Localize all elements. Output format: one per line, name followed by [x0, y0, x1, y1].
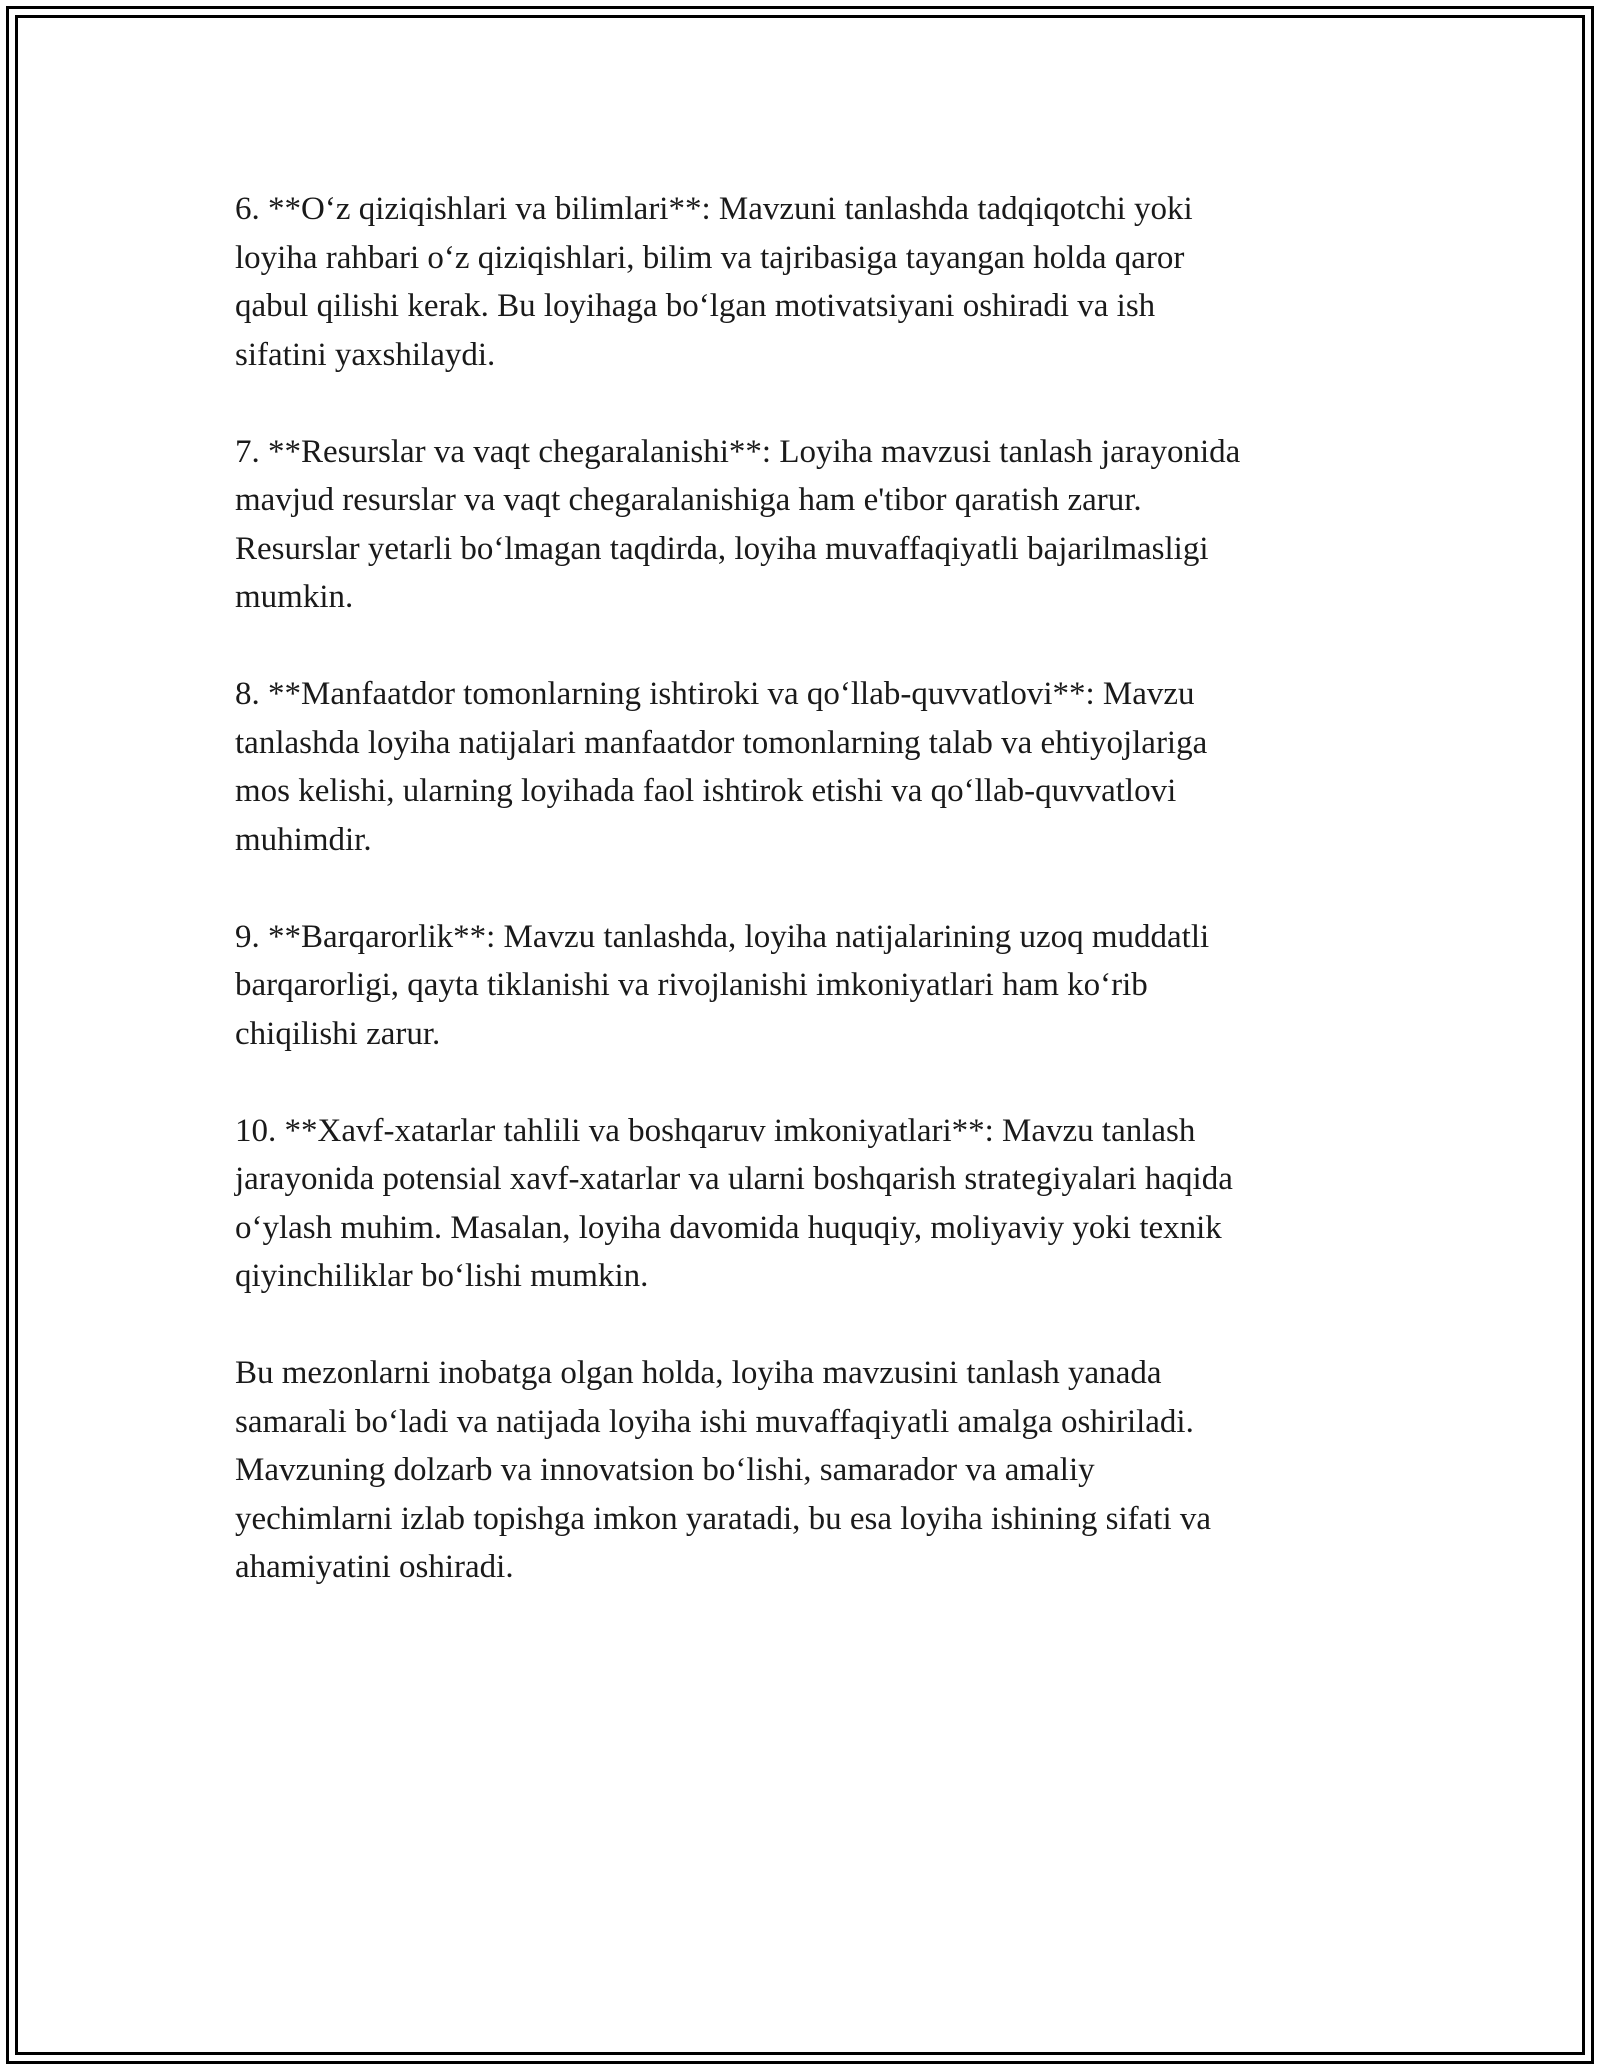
paragraph-item-7: 7. **Resurslar va vaqt chegaralanishi**: Loyiha mavzusi tanlash jarayonida mavjud resurslar va vaqt chegaralanishiga ham e'tibor qaratish zarur. Resurslar yetarli bo‘lmagan taqdirda, loyiha muvaffaqiyatli bajarilmasligi mumkin. — [235, 433, 1241, 615]
paragraph-item-6: 6. **O‘z qiziqishlari va bilimlari**: Mavzuni tanlashda tadqiqotchi yoki loyiha rahbari o‘z qiziqishlari, bilim va tajribasiga tayangan holda qaror qabul qilishi kerak. Bu loyihaga bo‘lgan motivatsiyani oshiradi va ish sifatini yaxshilaydi. — [235, 191, 1193, 373]
paragraph-conclusion: Bu mezonlarni inobatga olgan holda, loyiha mavzusini tanlash yanada samarali bo‘ladi va natijada loyiha ishi muvaffaqiyatli amalga oshiriladi. Mavzuning dolzarb va innovatsion bo‘lishi, samarador va amaliy yechimlarni izlab topishga imkon yaratadi, bu esa loyiha ishining sifati va ahamiyatini oshiradi. — [235, 1355, 1212, 1585]
paragraph-item-10: 10. **Xavf-xatarlar tahlili va boshqaruv imkoniyatlari**: Mavzu tanlash jarayonida potensial xavf-xatarlar va ularni boshqarish strategiyalari haqida o‘ylash muhim. Masalan, loyiha davomida huquqiy, moliyaviy yoki texnik qiyinchiliklar bo‘lishi mumkin. — [235, 1112, 1233, 1294]
document-body — [235, 185, 1365, 1640]
paragraph-item-8: 8. **Manfaatdor tomonlarning ishtiroki va qo‘llab-quvvatlovi**: Mavzu tanlashda loyiha natijalari manfaatdor tomonlarning talab va ehtiyojlariga mos kelishi, ularning loyihada faol ishtirok etishi va qo‘llab-quvvatlovi muhimdir. — [235, 676, 1208, 858]
paragraph-item-9: 9. **Barqarorlik**: Mavzu tanlashda, loyiha natijalarining uzoq muddatli barqarorligi, qayta tiklanishi va rivojlanishi imkoniyatlari ham ko‘rib chiqilishi zarur. — [235, 918, 1210, 1052]
